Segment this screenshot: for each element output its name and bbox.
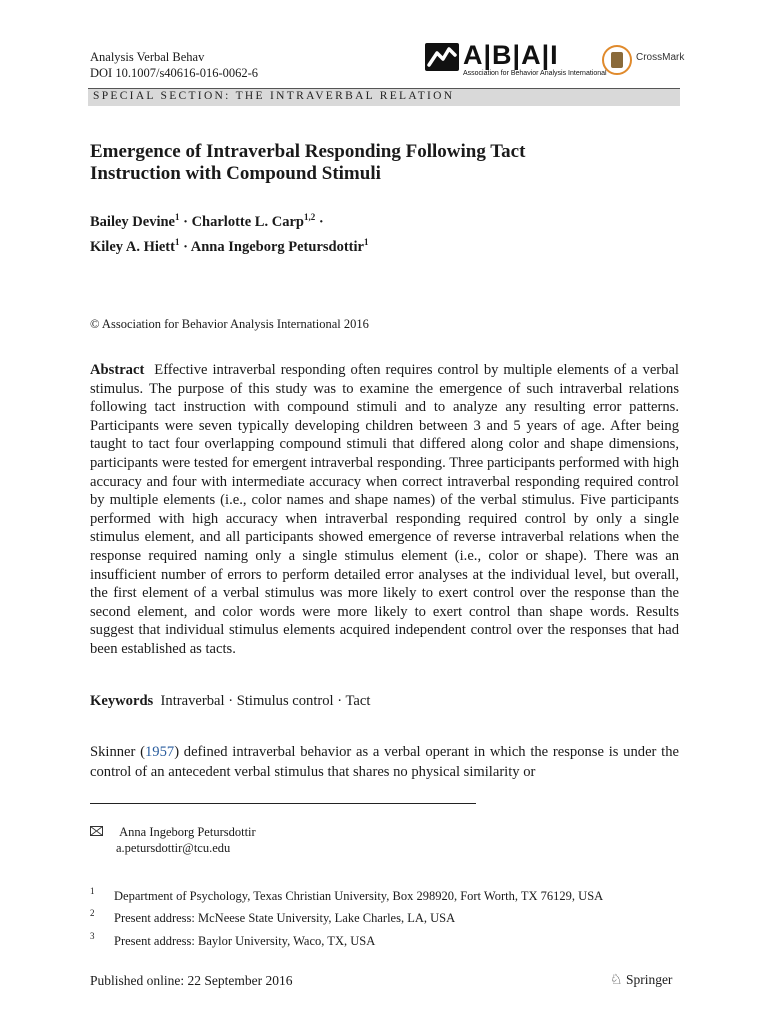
footnote-text: Present address: McNeese State University, Lake Charles, LA, USA (114, 911, 456, 925)
keywords-text: Intraverbal · Stimulus control · Tact (160, 693, 371, 709)
keywords (90, 693, 370, 710)
article-title (90, 141, 690, 185)
section-title: SPECIAL SECTION: THE INTRAVERBAL RELATION (93, 90, 455, 102)
correspondence-email[interactable]: a.petursdottir@tcu.edu (116, 841, 231, 855)
body-text-rest: ) defined intraverbal behavior as a verbal operant in which the response is under the control of an antecedent verbal stimulus that shares no physical similarity or (90, 744, 679, 780)
body-paragraph (90, 742, 679, 782)
abai-logo (425, 40, 685, 79)
author-name[interactable]: Kiley A. Hiett (90, 238, 175, 255)
publisher-name: Springer (625, 972, 673, 987)
author-name[interactable]: Anna Ingeborg Petursdottir (190, 238, 364, 255)
abai-wordmark: A|B|A|I (463, 40, 559, 70)
affiliation-ref[interactable]: 1 (174, 236, 180, 247)
copyright-notice: © Association for Behavior Analysis International 2016 (90, 317, 369, 331)
footnote-number: 1 (90, 886, 95, 896)
journal-name: Analysis Verbal Behav (90, 50, 205, 64)
footnote-number: 2 (90, 908, 95, 918)
abstract-label: Abstract (90, 362, 145, 378)
authors-line-2 (90, 232, 650, 257)
author-separator: · (179, 238, 191, 255)
authors-line-1 (90, 207, 650, 232)
crossmark-label[interactable]: CrossMark (636, 52, 685, 63)
affiliation-ref[interactable]: 1 (363, 236, 369, 247)
affiliation-ref[interactable]: 1 (174, 212, 180, 222)
keywords-label: Keywords (90, 693, 154, 709)
doi: DOI 10.1007/s40616-016-0062-6 (90, 66, 259, 80)
published-date: Published online: 22 September 2016 (90, 973, 293, 988)
envelope-icon (90, 824, 106, 840)
springer-horse-icon: ♘ (610, 973, 623, 988)
author-name[interactable]: Charlotte L. Carp (191, 213, 304, 230)
author-separator: · (179, 213, 192, 230)
abai-mark-icon (425, 43, 459, 71)
abai-subtitle: Association for Behavior Analysis International (463, 70, 607, 77)
section-banner (88, 88, 680, 106)
affiliation-ref[interactable]: 1,2 (303, 212, 316, 222)
correspondence-name: Anna Ingeborg Petursdottir (119, 825, 256, 839)
crossmark-icon[interactable] (602, 45, 632, 75)
author-name[interactable]: Bailey Devine (90, 213, 175, 230)
body-text-start: Skinner ( (90, 744, 145, 760)
publisher-logo (610, 972, 672, 989)
title-line-2: Instruction with Compound Stimuli (90, 163, 381, 184)
abstract (90, 361, 679, 659)
title-line-1: Emergence of Intraverbal Responding Following Tact (90, 141, 526, 162)
author-list (90, 207, 650, 257)
footnote-text: Present address: Baylor University, Waco, TX, USA (114, 934, 376, 948)
footnote-number: 3 (90, 931, 95, 941)
author-separator: · (315, 213, 324, 230)
abstract-text: Effective intraverbal responding often requires control by multiple elements of a verbal stimulus. The purpose of this study was to examine the emergence of such intraverbal relations following tact instruction with compound stimuli and to analyze any resulting error patterns. Participants were seven typically developing children between 3 and 5 years of age. After being taught to tact four overlapping compound stimuli that differed along color and shape dimensions, participants were tested for emergent intraverbal responding. Three participants performed with high accuracy and four with intermediate accuracy when correct intraverbal responding required control by multiple elements (i.e., color names and shape names) of the verbal stimulus. Five participants performed with high accuracy when intraverbal responding required control by only a single stimulus element, and all participants showed emergence of reverse intraverbal relations when the response required naming only a single stimulus element (i.e., color or shape). There was an insufficient number of errors to perform detailed error analyses at the individual level, but overall, the first element of a verbal stimulus was more likely to exert control over the response than the second element, and color words were more likely to exert control than shape words. Results suggest that individual stimulus elements acquired independent control over the responses that had been established as tacts. (90, 362, 679, 657)
footnote-text: Department of Psychology, Texas Christian University, Box 298920, Fort Worth, TX 76129, USA (114, 889, 604, 903)
footnote-divider (90, 803, 476, 804)
journal-header (90, 49, 258, 81)
correspondence (90, 824, 256, 856)
citation-link[interactable]: 1957 (145, 744, 175, 760)
